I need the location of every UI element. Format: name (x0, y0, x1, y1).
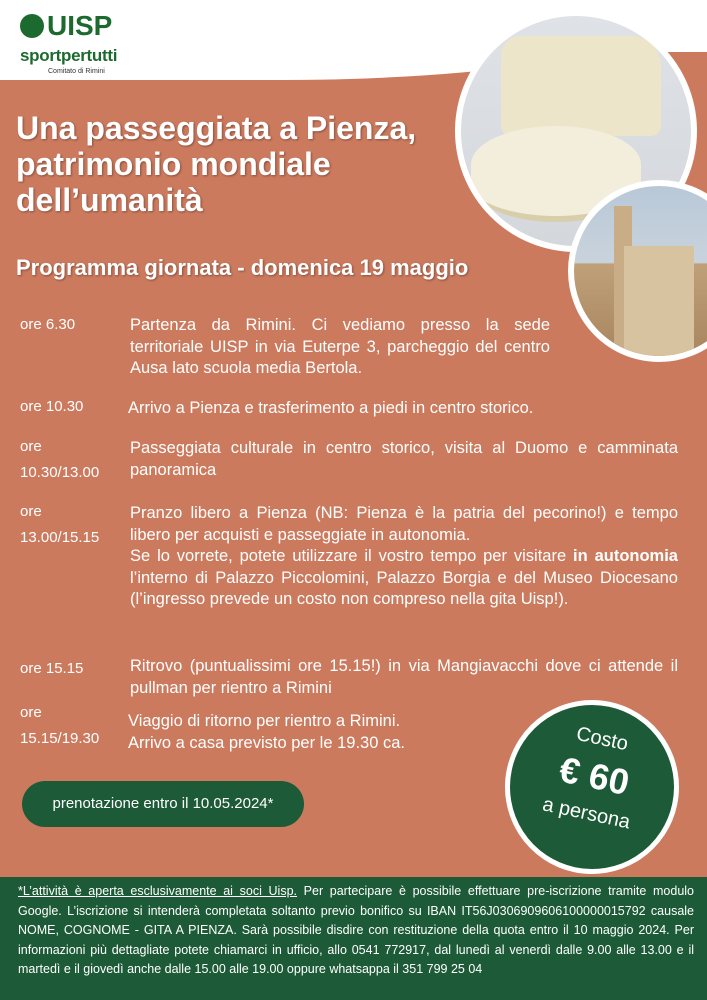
page-subtitle: Programma giornata - domenica 19 maggio (16, 255, 469, 280)
logo-subtitle: Comitato di Rimini (48, 68, 105, 75)
members-only-note: *L’attività è aperta esclusivamente ai soci Uisp. (18, 884, 297, 898)
schedule-text: Ritrovo (puntualissimi ore 15.15!) in via Mangiavacchi dove ci attende il pullman per rientro a Rimini (130, 657, 678, 697)
schedule-text (130, 503, 678, 611)
footer-details: Per partecipare è possibile effettuare pre-iscrizione tramite modulo Google. L’iscrizione si intenderà completata soltanto previo bonifico su IBAN IT56J0306909606100000015792 causale NOME, COGNOME - GITA A PIENZA. Sarà possibile disdire con restituzione della quota entro il 10 maggio 2024. Per informazioni più dettagliate potete chiamarci in ufficio, allo 0541 772917, dal lunedì al venerdì dalle 9.00 alle 13.00 e il martedì e il giovedì anche dalle 15.00 alle 19.00 oppure whatsappa il 351 799 25 04 (18, 884, 694, 976)
cost-label: Costo (574, 722, 631, 756)
schedule-time: ore 10.30 (20, 398, 84, 415)
schedule-text: Partenza da Rimini. Ci vediamo presso la sede territoriale UISP in via Euterpe 3, parcheggio del centro Ausa lato scuola media Bertola. (130, 316, 550, 377)
cost-price: € 60 (555, 748, 633, 804)
schedule-text-para1: Pranzo libero a Pienza (NB: Pienza è la patria del pecorino!) e tempo libero per acquisti e passeggiate in autonomia. (130, 504, 678, 544)
schedule-time: ore 6.30 (20, 316, 76, 333)
uisp-logo (20, 8, 140, 78)
schedule-text-line2: Arrivo a casa previsto per le 19.30 ca. (128, 733, 405, 752)
cheese-wedge-top (501, 36, 661, 136)
schedule-time-line2: 15.15/19.30 (20, 730, 100, 747)
logo-tagline: sportpertutti (20, 46, 118, 65)
page-title: Una passeggiata a Pienza, patrimonio mondiale dell’umanità (16, 110, 417, 218)
church-facade (624, 246, 694, 356)
schedule-time (20, 700, 120, 752)
schedule-text-line1: Viaggio di ritorno per rientro a Rimini. (128, 712, 401, 730)
schedule-text: Passeggiata culturale in centro storico, visita al Duomo e camminata panoramica (130, 439, 678, 479)
schedule-text (128, 711, 488, 754)
cost-per-person: a persona (540, 793, 633, 834)
booking-deadline-badge: prenotazione entro il 10.05.2024* (22, 781, 304, 827)
schedule-time-line1: ore (20, 438, 42, 455)
emphasis: in autonomia (573, 547, 678, 565)
schedule-time-line2: 10.30/13.00 (20, 464, 100, 481)
schedule-time: ore 15.15 (20, 660, 84, 677)
schedule-text-para2: Se lo vorrete, potete utilizzare il vostro tempo per visitare in autonomia l’interno di Palazzo Piccolomini, Palazzo Borgia e del Museo Diocesano (l’ingresso prevede un costo non compreso nella gita Uisp!). (130, 547, 678, 608)
schedule-time (20, 434, 120, 486)
logo-ball-icon (20, 14, 44, 38)
schedule-time-line1: ore (20, 704, 42, 721)
schedule-time-line2: 13.00/15.15 (20, 529, 100, 546)
schedule-text: Arrivo a Pienza e trasferimento a piedi in centro storico. (128, 399, 534, 417)
logo-brand: UISP (47, 10, 113, 41)
schedule-time (20, 499, 120, 551)
schedule-time-line1: ore (20, 503, 42, 520)
logo-mark (20, 10, 112, 42)
footer-text (18, 882, 694, 980)
